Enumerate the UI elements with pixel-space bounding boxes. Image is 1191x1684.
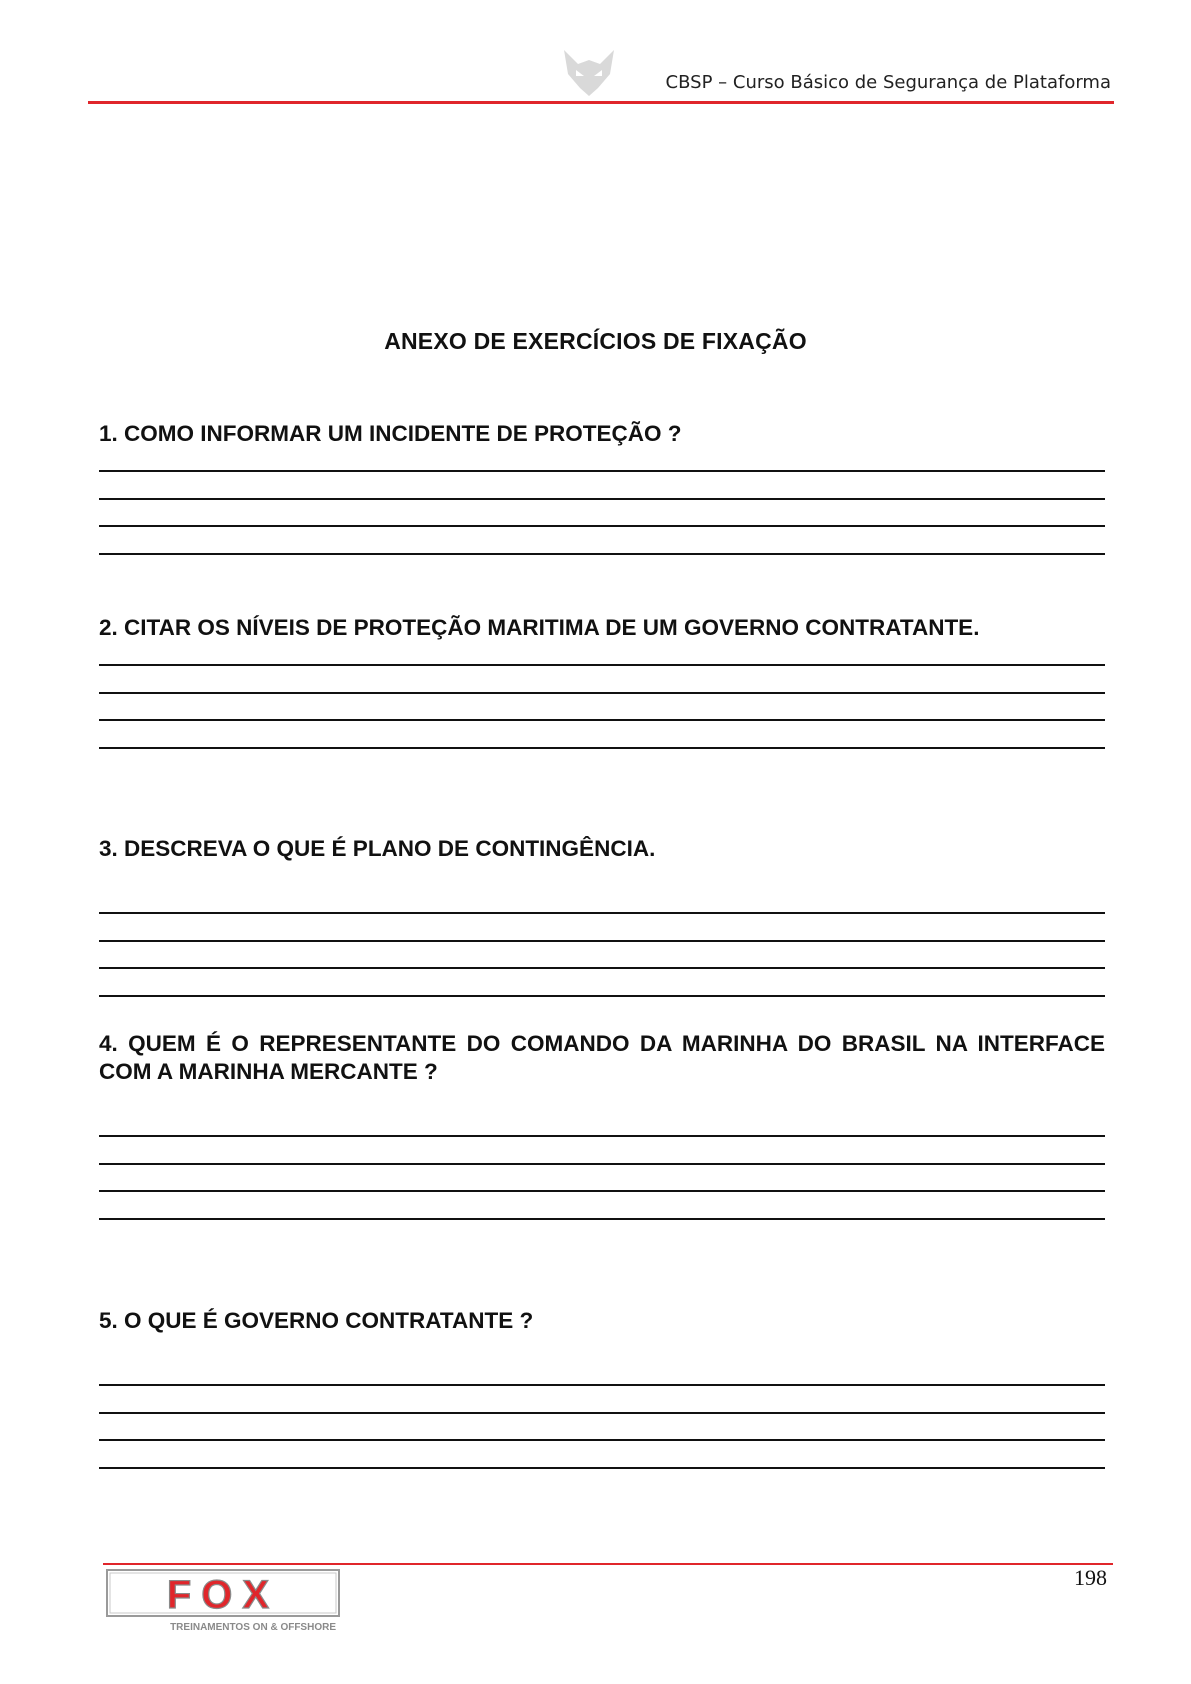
answer-line (99, 1412, 1105, 1414)
answer-line (99, 1190, 1105, 1192)
answer-line (99, 1467, 1105, 1469)
answer-line (99, 912, 1105, 914)
answer-line (99, 692, 1105, 694)
answer-line (99, 1384, 1105, 1386)
answer-line (99, 498, 1105, 500)
answer-line (99, 719, 1105, 721)
answer-line (99, 995, 1105, 997)
fox-head-icon (558, 48, 620, 98)
header-title: CBSP – Curso Básico de Segurança de Plataforma (665, 72, 1111, 93)
header-divider (88, 101, 1114, 104)
page-number: 198 (1074, 1565, 1107, 1590)
question-4: 4. QUEM É O REPRESENTANTE DO COMANDO DA MARINHA DO BRASIL NA INTERFACE COM A MARINHA MERCANTE ? (99, 1031, 1105, 1084)
answer-line (99, 1163, 1105, 1165)
page-title: ANEXO DE EXERCÍCIOS DE FIXAÇÃO (384, 328, 807, 354)
answer-line (99, 940, 1105, 942)
logo-tagline: TREINAMENTOS ON & OFFSHORE (170, 1622, 336, 1633)
answer-line (99, 1439, 1105, 1441)
footer-divider (103, 1563, 1113, 1565)
question-1: 1. COMO INFORMAR UM INCIDENTE DE PROTEÇÃO ? (99, 421, 682, 446)
answer-line (99, 967, 1105, 969)
answer-line (99, 664, 1105, 666)
answer-line (99, 525, 1105, 527)
answer-line (99, 553, 1105, 555)
logo-wordmark: FOX (166, 1573, 280, 1617)
answer-line (99, 1218, 1105, 1220)
question-5: 5. O QUE É GOVERNO CONTRATANTE ? (99, 1308, 534, 1333)
answer-line (99, 1135, 1105, 1137)
answer-line (99, 747, 1105, 749)
question-3: 3. DESCREVA O QUE É PLANO DE CONTINGÊNCIA. (99, 836, 656, 861)
question-2: 2. CITAR OS NÍVEIS DE PROTEÇÃO MARITIMA DE UM GOVERNO CONTRATANTE. (99, 615, 980, 640)
fox-logo (106, 1569, 340, 1633)
answer-line (99, 470, 1105, 472)
